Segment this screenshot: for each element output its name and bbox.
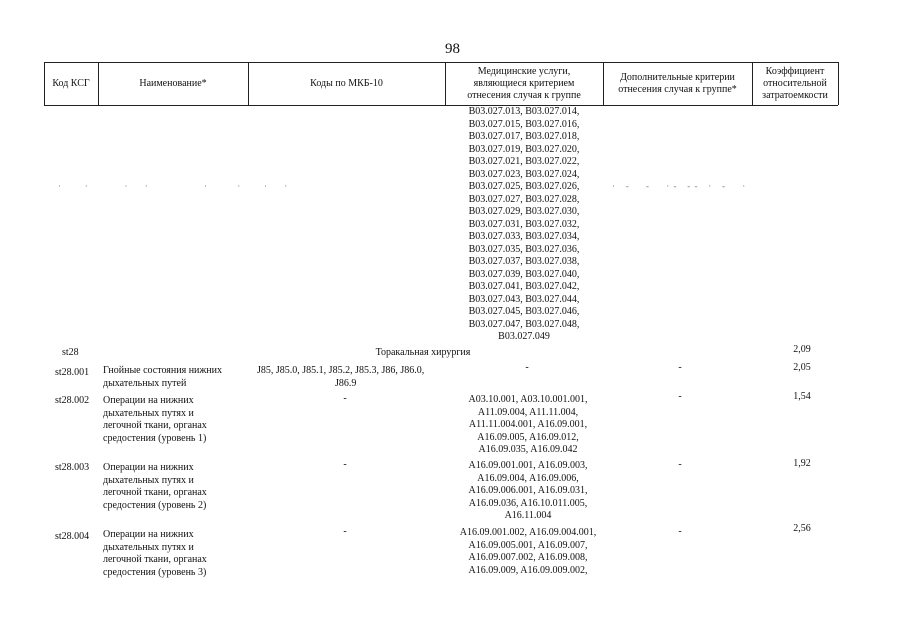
- header-col-divider: [44, 62, 45, 105]
- row-code: st28.004: [55, 531, 90, 542]
- header-col-divider: [445, 62, 446, 105]
- code-line: B03.027.031, B03.027.032,: [468, 218, 580, 230]
- row-extra: -: [678, 526, 682, 537]
- row-services: A16.09.001.002, A16.09.004.001, A16.09.005.001, A16.09.007, A16.09.007.002, A16.09.008, A16.09.009, A16.09.009.002,: [459, 527, 597, 576]
- continuation-codes: [445, 106, 603, 344]
- code-line: B03.027.027, B03.027.028,: [468, 193, 580, 205]
- row-code: st28.002: [55, 395, 90, 406]
- row-code: st28.003: [55, 462, 90, 473]
- row-coef: 2,05: [793, 362, 811, 373]
- row-services: A03.10.001, A03.10.001.001, A11.09.004, A11.11.004, A11.11.004.001, A16.09.001, A16.09.005, A16.09.012, A16.09.035, A16.09.042: [468, 394, 588, 455]
- row-coef: 1,92: [793, 458, 811, 469]
- code-line: B03.027.033, B03.027.034,: [468, 231, 580, 242]
- row-extra: -: [678, 362, 682, 373]
- row-services: A16.09.001.001, A16.09.003, A16.09.004, A16.09.006, A16.09.006.001, A16.09.031, A16.09.036, A16.10.011.005, A16.11.004: [468, 460, 588, 521]
- code-line: B03.027.035, B03.027.036,: [468, 243, 580, 255]
- code-line: B03.027.029, B03.027.030,: [468, 206, 580, 217]
- row-icd: -: [343, 459, 347, 470]
- header-name: Наименование*: [139, 78, 207, 89]
- row-extra: -: [678, 391, 682, 402]
- code-line: B03.027.047, B03.027.048,: [468, 318, 580, 330]
- header-col-divider: [98, 62, 99, 105]
- code-line: B03.027.045, B03.027.046,: [468, 306, 580, 317]
- row-icd: J85, J85.0, J85.1, J85.2, J85.3, J86, J86.0, J86.9: [257, 365, 425, 389]
- header-col-divider: [752, 62, 753, 105]
- code-line: B03.027.015, B03.027.016,: [468, 118, 580, 130]
- row-coef: 1,54: [793, 391, 811, 402]
- scan-artifact: · · · · · · · ·: [58, 181, 289, 191]
- group-code: st28: [62, 347, 79, 358]
- code-line: B03.027.017, B03.027.018,: [468, 131, 580, 142]
- code-line: B03.027.019, B03.027.020,: [468, 143, 580, 155]
- header-coef: Коэффициент относительной затратоемкости: [762, 66, 828, 101]
- row-code: st28.001: [55, 367, 90, 378]
- scan-artifact: · - - · - - - · - ·: [612, 181, 747, 191]
- row-icd: -: [343, 393, 347, 404]
- row-icd: -: [343, 526, 347, 537]
- row-name: Операции на нижних дыхательных путях и легочной ткани, органах средостения (уровень 1): [103, 395, 207, 444]
- header-services: Медицинские услуги, являющиеся критерием отнесения случая к группе: [467, 66, 581, 101]
- header-extra: Дополнительные критерии отнесения случая к группе*: [618, 72, 737, 95]
- header-bottom-border: [44, 105, 838, 106]
- row-services: -: [525, 362, 529, 373]
- code-line: B03.027.039, B03.027.040,: [468, 268, 580, 280]
- code-line: B03.027.049: [498, 331, 550, 342]
- code-line: B03.027.021, B03.027.022,: [468, 156, 580, 167]
- row-name: Гнойные состояния нижних дыхательных путей: [103, 365, 223, 389]
- header-col-divider: [248, 62, 249, 105]
- code-line: B03.027.023, B03.027.024,: [468, 168, 580, 180]
- code-line: B03.027.025, B03.027.026,: [468, 181, 580, 192]
- header-col-divider: [603, 62, 604, 105]
- code-line: B03.027.037, B03.027.038,: [468, 256, 580, 267]
- code-line: B03.027.041, B03.027.042,: [468, 281, 580, 292]
- header-col-divider: [838, 62, 839, 105]
- row-extra: -: [678, 459, 682, 470]
- header-icd: Коды по МКБ-10: [310, 78, 383, 89]
- row-name: Операции на нижних дыхательных путях и легочной ткани, органах средостения (уровень 2): [103, 462, 207, 511]
- row-name: Операции на нижних дыхательных путях и легочной ткани, органах средостения (уровень 3): [103, 529, 207, 578]
- group-coef: 2,09: [793, 344, 811, 355]
- row-coef: 2,56: [793, 523, 811, 534]
- code-line: B03.027.013, B03.027.014,: [468, 106, 580, 117]
- page-number: 98: [445, 41, 460, 57]
- header-top-border: [44, 62, 838, 63]
- code-line: B03.027.043, B03.027.044,: [468, 293, 580, 305]
- group-title: Торакальная хирургия: [375, 347, 471, 358]
- header-code: Код КСГ: [52, 78, 90, 89]
